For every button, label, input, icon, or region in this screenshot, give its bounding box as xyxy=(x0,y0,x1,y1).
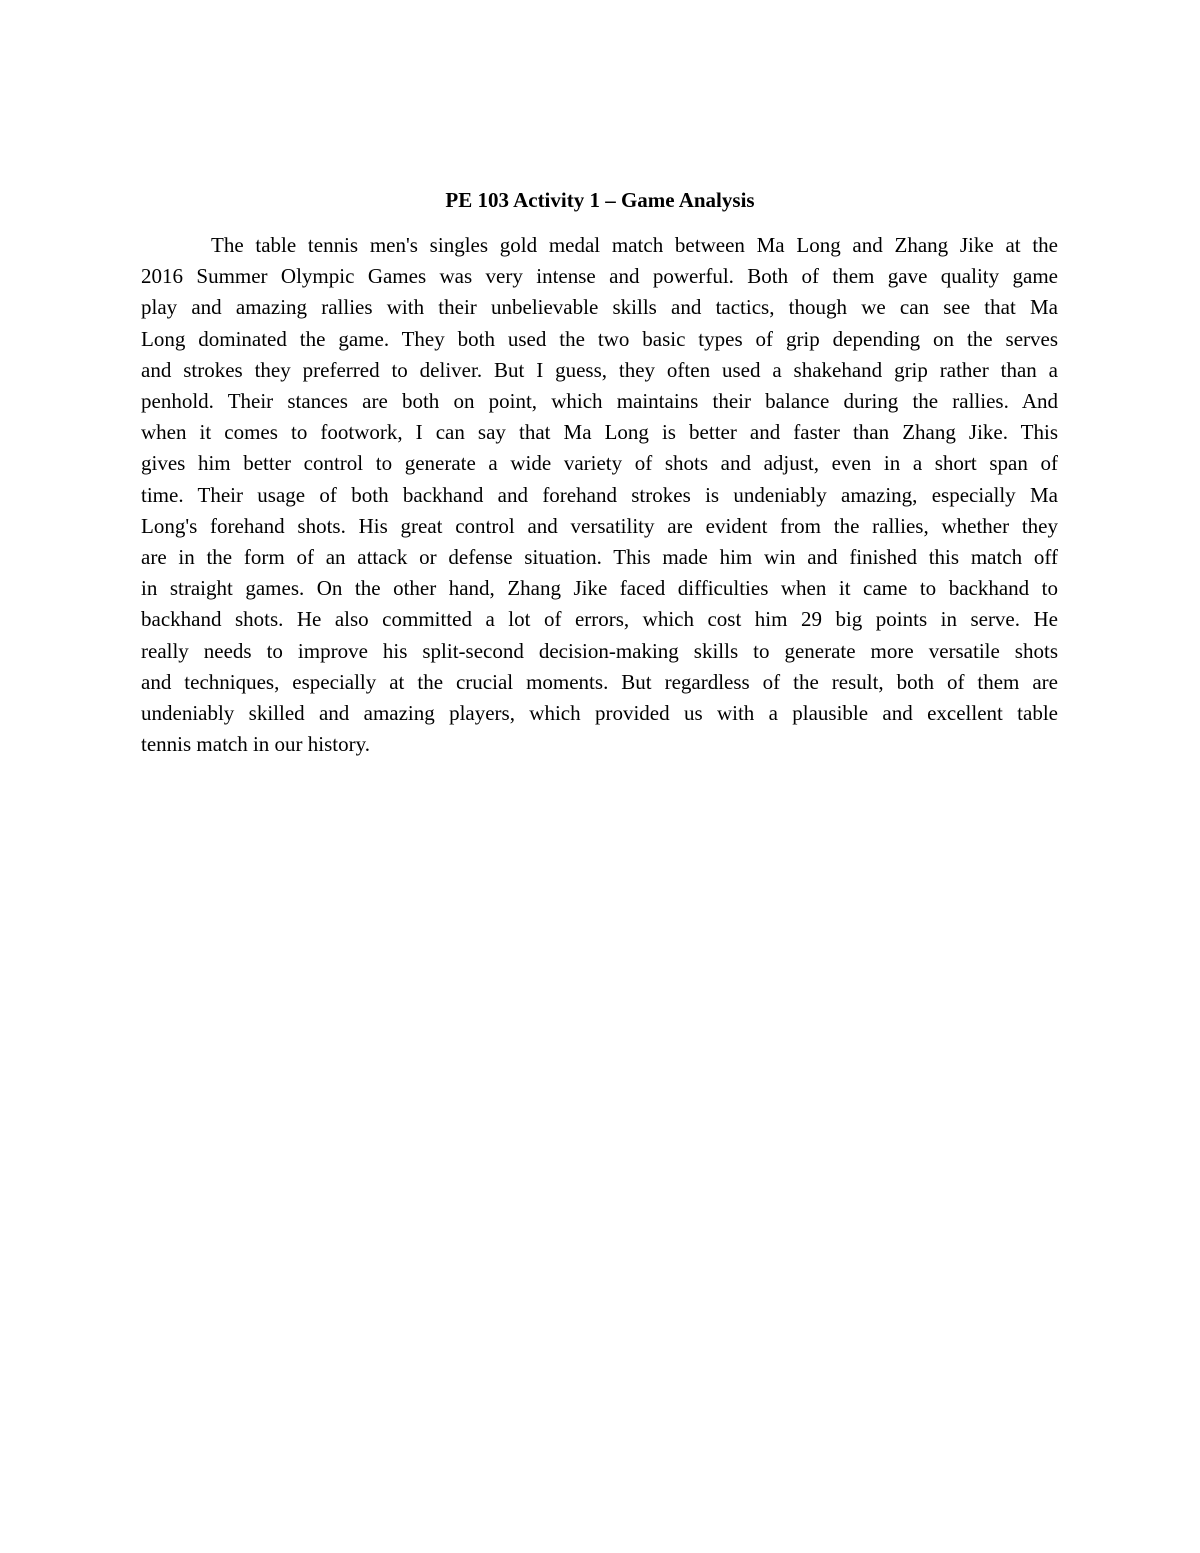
paragraph-line: and techniques, especially at the crucial moments. But regardless of the result, both of them are xyxy=(141,669,1058,694)
paragraph-line: 2016 Summer Olympic Games was very intense and powerful. Both of them gave quality game xyxy=(141,264,1058,289)
document-body-paragraph xyxy=(141,230,1058,760)
paragraph-line: Long's forehand shots. His great control and versatility are evident from the rallies, whether they xyxy=(141,513,1058,538)
paragraph-line: are in the form of an attack or defense situation. This made him win and finished this match off xyxy=(141,545,1058,570)
paragraph-line: in straight games. On the other hand, Zhang Jike faced difficulties when it came to backhand to xyxy=(141,576,1058,601)
document-title: PE 103 Activity 1 – Game Analysis xyxy=(445,188,755,212)
paragraph-line: tennis match in our history. xyxy=(141,732,371,757)
paragraph-line: Long dominated the game. They both used the two basic types of grip depending on the serves xyxy=(141,326,1058,351)
paragraph-line: penhold. Their stances are both on point, which maintains their balance during the rallies. And xyxy=(141,389,1058,414)
paragraph-line: The table tennis men's singles gold medal match between Ma Long and Zhang Jike at the xyxy=(211,233,1058,257)
paragraph-line: time. Their usage of both backhand and forehand strokes is undeniably amazing, especially Ma xyxy=(141,482,1058,507)
paragraph-line: undeniably skilled and amazing players, which provided us with a plausible and excellent table xyxy=(141,701,1058,726)
paragraph-line: backhand shots. He also committed a lot of errors, which cost him 29 big points in serve. He xyxy=(141,607,1058,632)
paragraph-line: play and amazing rallies with their unbelievable skills and tactics, though we can see that Ma xyxy=(141,295,1058,320)
paragraph-line: really needs to improve his split-second decision-making skills to generate more versatile shots xyxy=(141,638,1058,663)
paragraph-line: gives him better control to generate a wide variety of shots and adjust, even in a short span of xyxy=(141,451,1058,476)
paragraph-line: when it comes to footwork, I can say that Ma Long is better and faster than Zhang Jike. This xyxy=(141,420,1058,445)
paragraph-line: and strokes they preferred to deliver. But I guess, they often used a shakehand grip rather than a xyxy=(141,357,1058,382)
